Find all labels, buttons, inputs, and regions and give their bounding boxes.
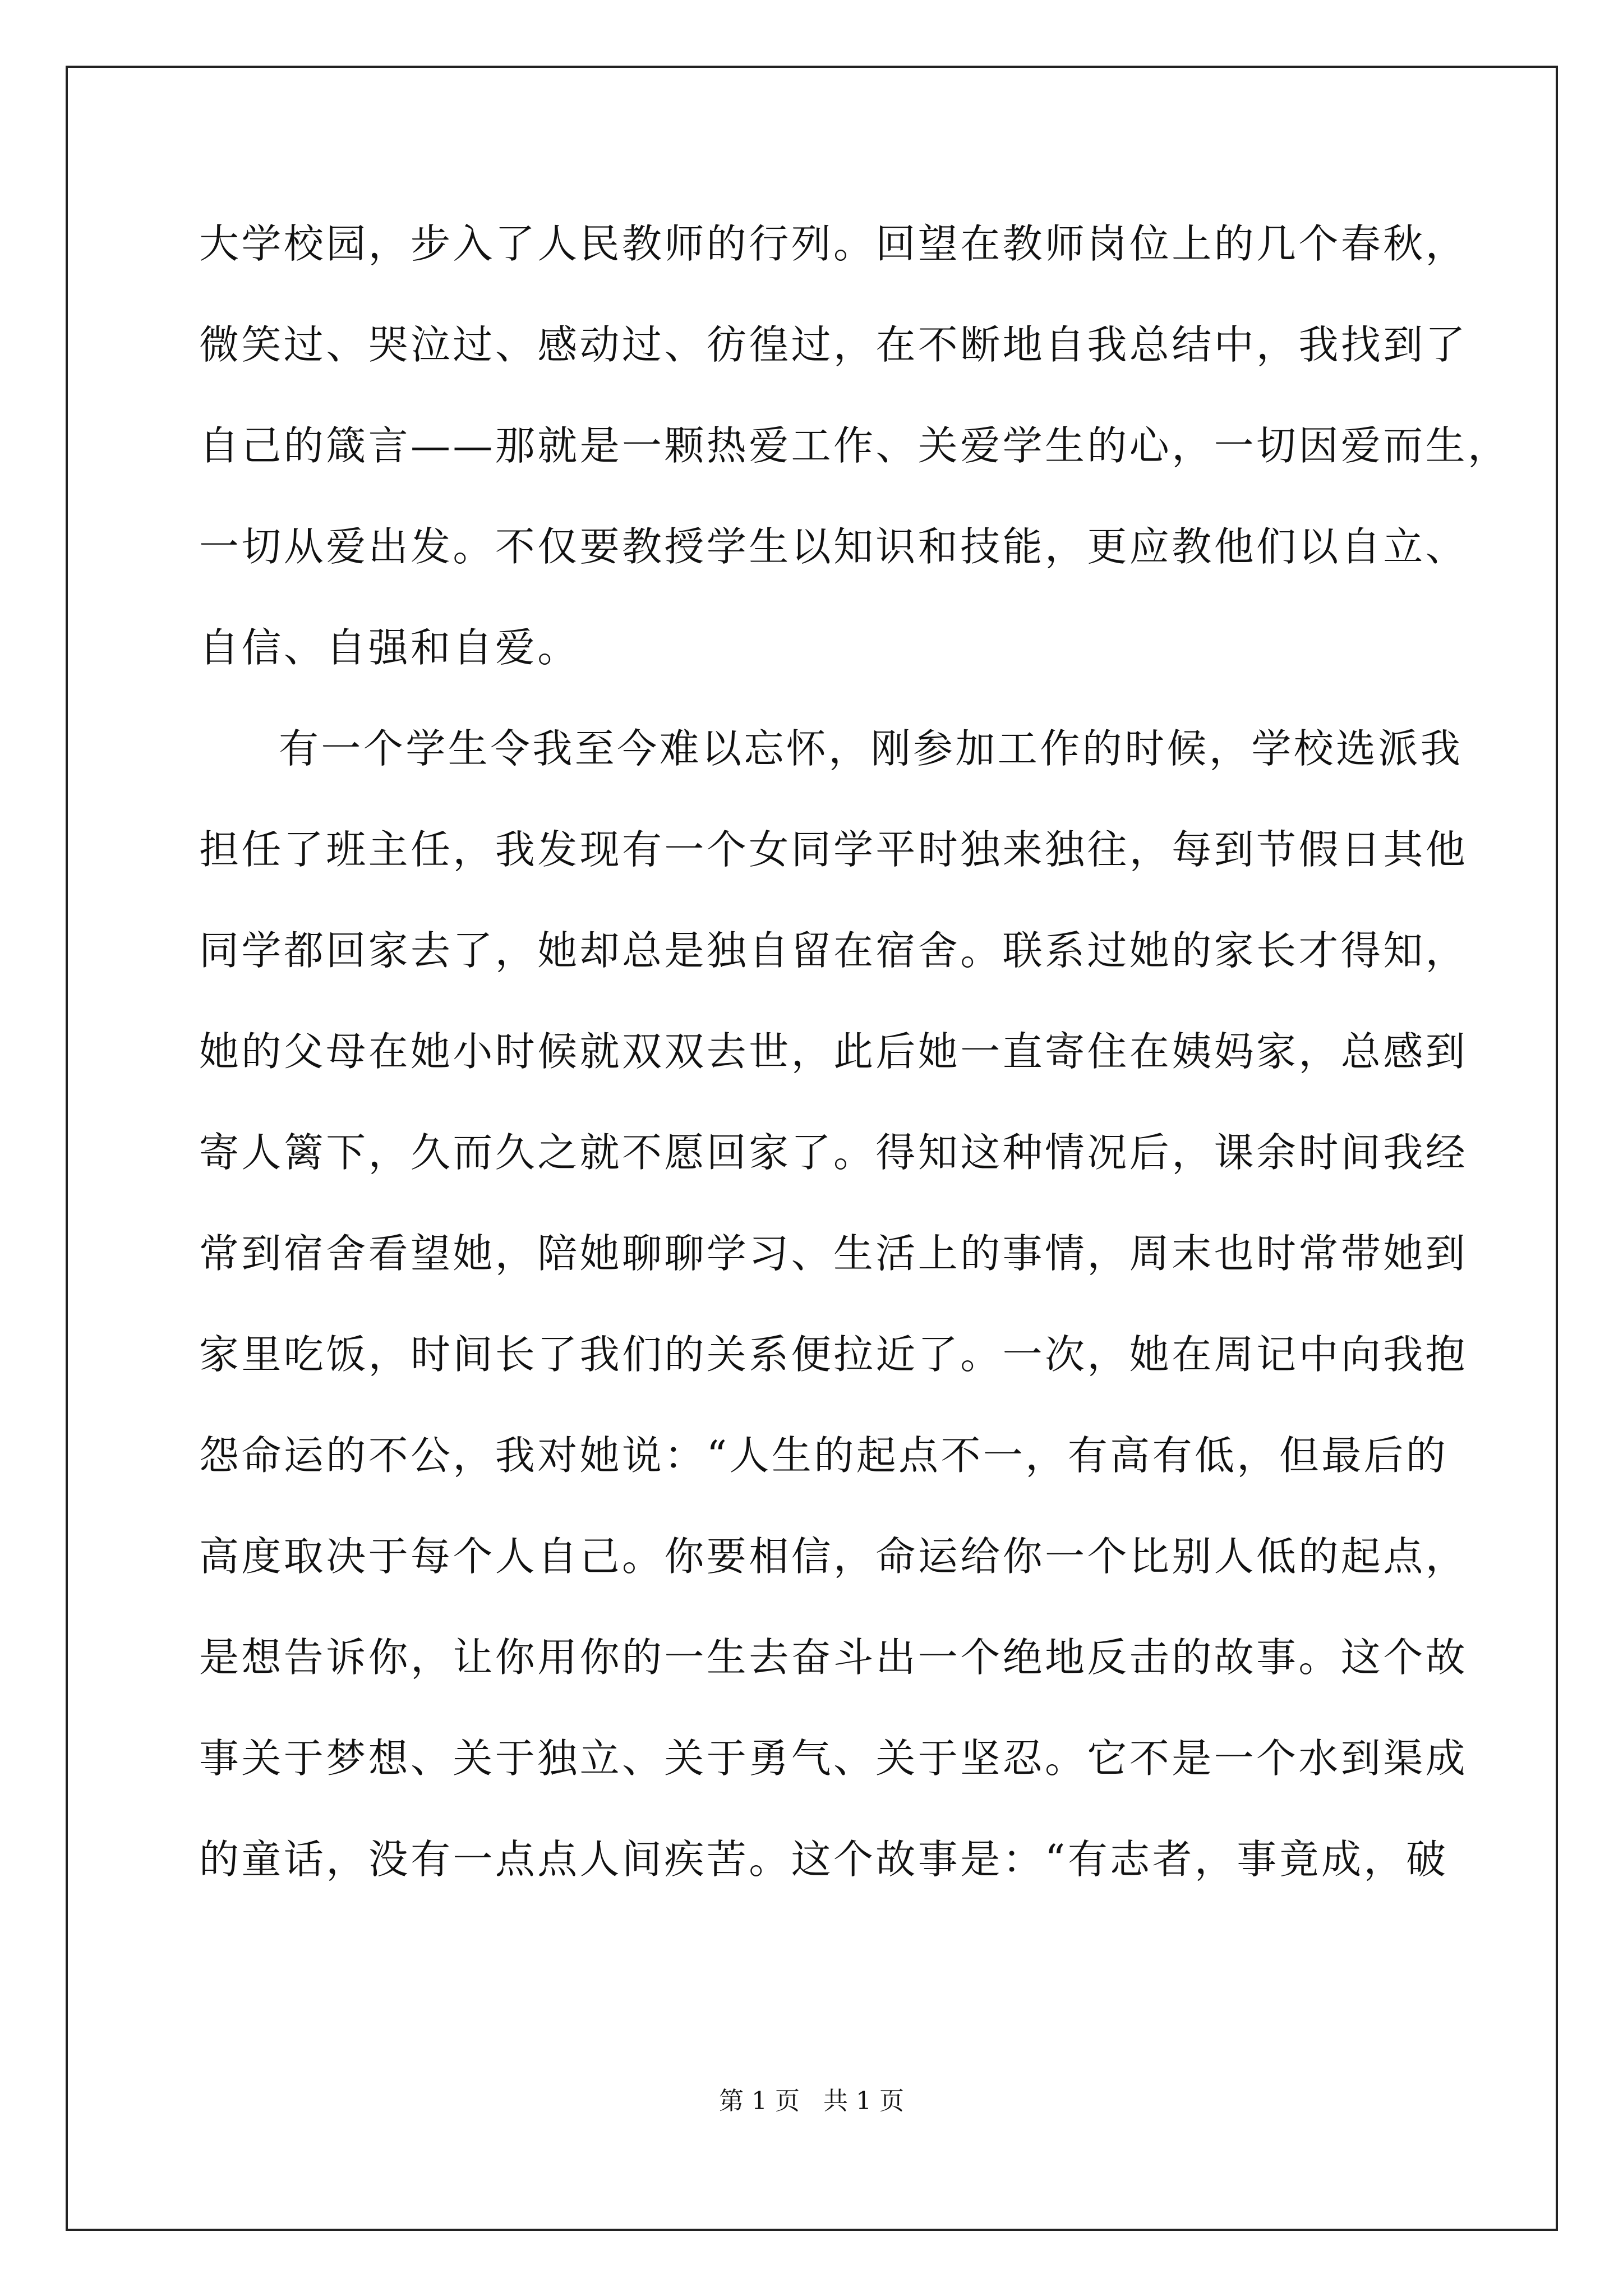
text-line: 自信、自强和自爱。 — [199, 624, 580, 671]
text-line: 的童话，没有一点点人间疾苦。这个故事是：“有志者，事竟成，破 — [199, 1836, 1449, 1883]
text-line: 微笑过、哭泣过、感动过、彷徨过，在不断地自我总结中，我找到了 — [199, 321, 1468, 368]
text-line: 一切从爱出发。不仅要教授学生以知识和技能，更应教他们以自立、 — [199, 523, 1468, 570]
text-line: 大学校园，步入了人民教师的行列。回望在教师岗位上的几个春秋， — [199, 220, 1468, 267]
text-line: 高度取决于每个人自己。你要相信，命运给你一个比别人低的起点， — [199, 1533, 1468, 1580]
text-line: 寄人篱下，久而久之就不愿回家了。得知这种情况后，课余时间我经 — [199, 1129, 1468, 1176]
text-line: 事关于梦想、关于独立、关于勇气、关于坚忍。它不是一个水到渠成 — [199, 1735, 1468, 1782]
text-line: 常到宿舍看望她，陪她聊聊学习、生活上的事情，周末也时常带她到 — [199, 1230, 1468, 1277]
page-number-footer: 第 1 页 共 1 页 — [719, 2087, 904, 2115]
text-line: 她的父母在她小时候就双双去世，此后她一直寄住在姨妈家，总感到 — [199, 1028, 1468, 1075]
text-line: 自己的箴言——那就是一颗热爱工作、关爱学生的心，一切因爱而生， — [199, 422, 1510, 469]
text-line: 怨命运的不公，我对她说：“人生的起点不一，有高有低，但最后的 — [199, 1432, 1449, 1479]
text-line: 家里吃饭，时间长了我们的关系便拉近了。一次，她在周记中向我抱 — [199, 1331, 1468, 1378]
text-line: 担任了班主任，我发现有一个女同学平时独来独往，每到节假日其他 — [199, 826, 1468, 873]
paragraph-start-line: 有一个学生令我至今难以忘怀，刚参加工作的时候，学校选派我 — [279, 725, 1463, 772]
text-line: 同学都回家去了，她却总是独自留在宿舍。联系过她的家长才得知， — [199, 927, 1468, 974]
text-line: 是想告诉你，让你用你的一生去奋斗出一个绝地反击的故事。这个故 — [199, 1634, 1468, 1681]
